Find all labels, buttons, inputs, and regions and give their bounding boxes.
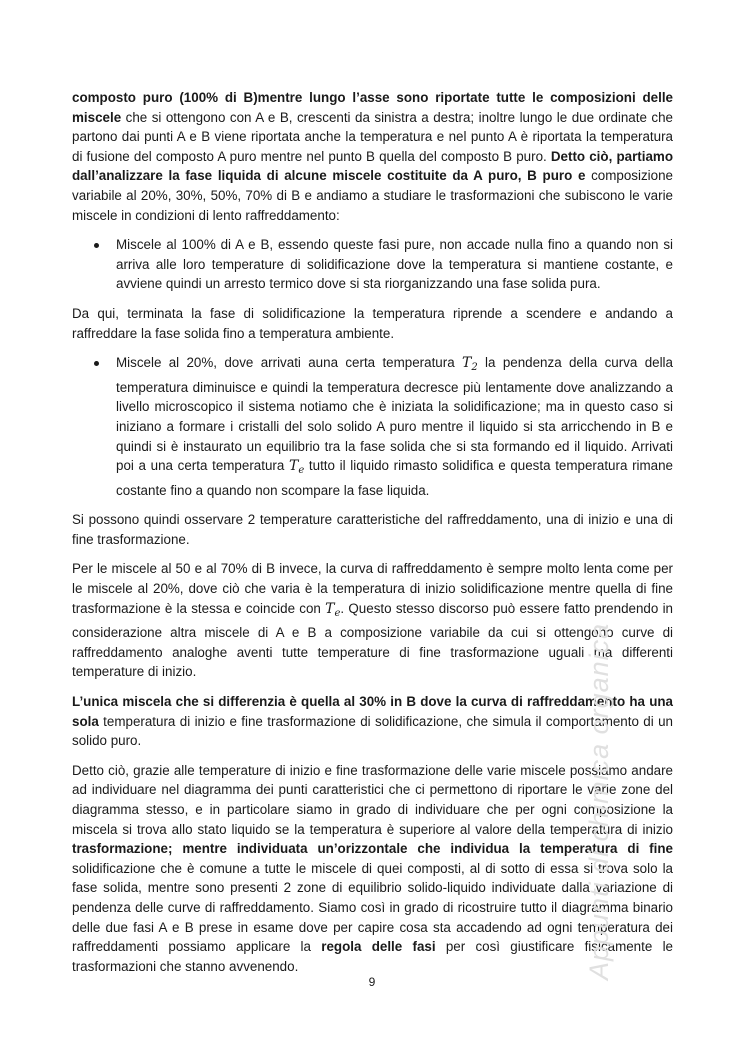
text: Miscele al 100% di A e B, essendo queste fasi pure, non accade nulla fino a quando non si arriva alle loro temperature di solidificazione dove la temperatura si mantiene costante, e avviene quindi un arresto termico dove si sta riorganizzando una fase solida pura.	[116, 237, 673, 292]
list-item	[72, 235, 673, 294]
text: Detto ciò, grazie alle temperature di inizio e fine trasformazione delle varie miscele possiamo andare ad individuare nel diagramma dei punti caratteristici che ci permettono di riportare le varie zone del diagramma stesso, e in particolare siamo in grado di individuare che per ogni composizione la miscela si trova allo stato liquido se la temperatura è superiore al valore della temperatura di inizio	[72, 762, 673, 837]
paragraph-3: Si possono quindi osservare 2 temperature caratteristiche del raffreddamento, una di inizio e una di fine trasformazione.	[72, 512, 673, 547]
text: composizione variabile al 20%, 30%, 50%, 70% di B e andiamo a studiare le trasformazioni che subiscono le varie miscele in condizioni di lento raffreddamento:	[72, 168, 673, 223]
text: temperatura di inizio e fine trasformazione di solidificazione, che simula il comportamento di un solido puro.	[72, 713, 673, 749]
math-variable: $T_2$	[462, 355, 478, 374]
bullet-icon	[94, 243, 99, 248]
paragraph-6	[72, 761, 673, 977]
text: la pendenza della curva della temperatura diminuisce e quindi la temperatura decresce più lentamente dove analizzando a livello microscopico il sistema notiamo che è iniziata la solidificazione; ma in questo caso si iniziano a formare i cristalli del solo solido A puro mentre il liquido si sta arricchendo in B e quindi si è instaurato un equilibrio tra la fase solida che si sta formando ed il liquido. Arrivati poi a una certa temperatura	[116, 355, 673, 474]
bold-text: composto puro (100% di B)mentre lungo l’asse sono riportate tutte le composizioni delle miscele	[72, 90, 673, 125]
text: solidificazione che è comune a tutte le miscele di quei composti, al di sotto di essa si trova solo la fase solida, mentre sono presenti 2 zone di equilibrio solido-liquido individuate dalla variazione di pendenza delle curve di raffreddamento. Siamo così in grado di ricostruire tutto il diagramma binario delle due fasi A e B prese in esame dove per capire cosa sta accadendo ad ogni temperatura dei raffreddamenti possiamo applicare la	[72, 860, 673, 955]
paragraph-5	[72, 692, 673, 751]
paragraph-4	[72, 559, 673, 682]
paragraph-1	[72, 88, 673, 225]
bold-text: regola delle fasi	[321, 939, 436, 955]
list-item	[72, 353, 673, 500]
text: Miscele al 20%, dove arrivati auna certa temperatura	[116, 355, 462, 371]
text: per così giustificare fisicamente le trasformazioni che stanno avvenendo.	[72, 939, 673, 974]
bullet-list-1	[72, 235, 673, 294]
bold-text: L’unica miscela che si differenzia è quella al 30% in B dove la curva di raffreddamento ha una sola	[72, 694, 673, 729]
text: Per le miscele al 50 e al 70% di B invece, la curva di raffreddamento è sempre molto lenta come per le miscele al 20%, dove ciò che varia è la temperatura di inizio solidificazione mentre quella di fine trasformazione è la stessa e coincide con	[72, 561, 673, 616]
watermark: Appunti di chimica organica	[584, 622, 614, 980]
bullet-icon	[94, 361, 99, 366]
text: che si ottengono con A e B, crescenti da sinistra a destra; inoltre lungo le due ordinate che partono dai punti A e B viene riportata anche la temperatura e nel punto A è riportata la temperatura di fusione del composto A puro mentre nel punto B quella del composto B puro.	[72, 109, 673, 164]
bullet-list-2	[72, 353, 673, 500]
math-variable: $T_e$	[325, 600, 341, 619]
document-body	[72, 88, 673, 986]
text: tutto il liquido rimasto solidifica e questa temperatura rimane costante fino a quando non scompare la fase liquida.	[116, 458, 673, 498]
bold-text: Detto ciò, partiamo dall’analizzare la fase liquida di alcune miscele costituite da A puro, B puro e	[72, 148, 673, 184]
page-number: 9	[368, 975, 376, 989]
math-variable: $T_e$	[288, 458, 305, 477]
text: . Questo stesso discorso può essere fatto prendendo in considerazione altra miscele di A e B a composizione variabile da cui si ottengono curve di raffreddamento analoghe aventi tutte temperature di fine trasformazione uguali ma differenti temperature di inizio.	[72, 600, 673, 680]
paragraph-2: Da qui, terminata la fase di solidificazione la temperatura riprende a scendere e andando a raffreddare la fase solida fino a temperatura ambiente.	[72, 305, 673, 341]
bold-text: trasformazione; mentre individuata un’orizzontale che individua la temperatura di fine	[72, 841, 673, 857]
